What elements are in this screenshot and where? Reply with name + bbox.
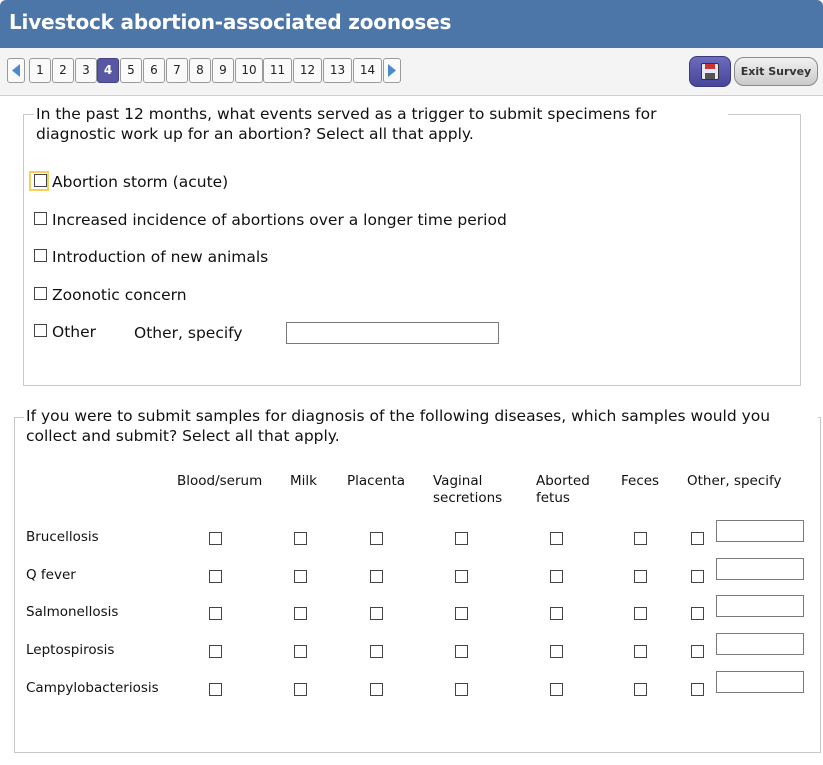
option-label-5: Other (52, 323, 97, 341)
other-specify-input-row-2[interactable] (716, 558, 804, 580)
other-specify-label: Other, specify (134, 324, 243, 342)
matrix-checkbox-r4-c2[interactable] (294, 645, 307, 658)
matrix-checkbox-r1-c1[interactable] (209, 532, 222, 545)
matrix-checkbox-r1-c4[interactable] (455, 532, 468, 545)
matrix-checkbox-r2-c1[interactable] (209, 570, 222, 583)
matrix-checkbox-r4-c5[interactable] (550, 645, 563, 658)
page-button-13[interactable]: 13 (323, 58, 352, 83)
matrix-checkbox-r5-c4[interactable] (455, 683, 468, 696)
matrix-checkbox-r1-c2[interactable] (294, 532, 307, 545)
other-specify-input[interactable] (286, 322, 499, 344)
floppy-disk-icon (701, 63, 719, 80)
matrix-checkbox-r1-c6[interactable] (634, 532, 647, 545)
survey-title-bar (0, 0, 823, 48)
page-button-10[interactable]: 10 (235, 58, 263, 83)
previous-page-button[interactable] (7, 58, 25, 83)
option-label-3: Introduction of new animals (52, 248, 269, 266)
other-specify-input-row-1[interactable] (716, 520, 804, 542)
column-header-6: Feces (621, 473, 660, 489)
matrix-checkbox-r4-c7[interactable] (691, 645, 704, 658)
matrix-checkbox-r2-c7[interactable] (691, 570, 704, 583)
matrix-checkbox-r4-c1[interactable] (209, 645, 222, 658)
page-button-2[interactable]: 2 (52, 58, 74, 83)
checkbox-2[interactable] (34, 212, 47, 225)
matrix-checkbox-r3-c1[interactable] (209, 607, 222, 620)
column-header-2: Milk (290, 473, 317, 489)
matrix-checkbox-r2-c4[interactable] (455, 570, 468, 583)
row-label-3: Salmonellosis (26, 604, 119, 620)
matrix-checkbox-r4-c3[interactable] (370, 645, 383, 658)
page-button-12[interactable]: 12 (293, 58, 322, 83)
matrix-checkbox-r5-c6[interactable] (634, 683, 647, 696)
next-page-button[interactable] (383, 58, 401, 83)
chevron-left-icon (11, 64, 21, 77)
matrix-checkbox-r5-c7[interactable] (691, 683, 704, 696)
matrix-checkbox-r3-c6[interactable] (634, 607, 647, 620)
page-button-7[interactable]: 7 (166, 58, 188, 83)
page-button-14[interactable]: 14 (353, 58, 382, 83)
matrix-checkbox-r3-c4[interactable] (455, 607, 468, 620)
matrix-checkbox-r1-c7[interactable] (691, 532, 704, 545)
exit-survey-button[interactable]: Exit Survey (734, 57, 818, 86)
question-2-box (14, 417, 821, 753)
survey-title: Livestock abortion-associated zoonoses (9, 10, 452, 34)
row-label-4: Leptospirosis (26, 642, 115, 658)
matrix-checkbox-r3-c3[interactable] (370, 607, 383, 620)
chevron-right-icon (387, 64, 397, 77)
page-button-1[interactable]: 1 (29, 58, 51, 83)
page-button-4[interactable]: 4 (97, 58, 119, 83)
matrix-checkbox-r5-c1[interactable] (209, 683, 222, 696)
matrix-checkbox-r5-c5[interactable] (550, 683, 563, 696)
matrix-checkbox-r1-c5[interactable] (550, 532, 563, 545)
page-button-8[interactable]: 8 (189, 58, 211, 83)
option-label-4: Zoonotic concern (52, 286, 187, 304)
matrix-checkbox-r2-c2[interactable] (294, 570, 307, 583)
matrix-checkbox-r1-c3[interactable] (370, 532, 383, 545)
row-label-5: Campylobacteriosis (26, 680, 159, 696)
matrix-checkbox-r2-c6[interactable] (634, 570, 647, 583)
matrix-checkbox-r5-c3[interactable] (370, 683, 383, 696)
column-header-1: Blood/serum (177, 473, 263, 489)
checkbox-3[interactable] (34, 249, 47, 262)
page-button-3[interactable]: 3 (75, 58, 97, 83)
column-header-3: Placenta (347, 473, 406, 489)
other-specify-input-row-3[interactable] (716, 595, 804, 617)
save-button[interactable] (689, 56, 731, 87)
question-2-text: If you were to submit samples for diagnosis of the following diseases, which samples would you collect and submit? Select all that apply. (24, 406, 818, 446)
matrix-checkbox-r4-c6[interactable] (634, 645, 647, 658)
option-label-1: Abortion storm (acute) (52, 173, 229, 191)
matrix-checkbox-r2-c5[interactable] (550, 570, 563, 583)
checkbox-4[interactable] (34, 287, 47, 300)
checkbox-5[interactable] (34, 324, 47, 337)
column-header-7: Other, specify (687, 473, 782, 489)
matrix-checkbox-r4-c4[interactable] (455, 645, 468, 658)
page-button-6[interactable]: 6 (143, 58, 165, 83)
matrix-checkbox-r3-c7[interactable] (691, 607, 704, 620)
row-label-1: Brucellosis (26, 529, 99, 545)
column-header-5: Aborted fetus (536, 473, 590, 506)
matrix-checkbox-r2-c3[interactable] (370, 570, 383, 583)
matrix-checkbox-r5-c2[interactable] (294, 683, 307, 696)
row-label-2: Q fever (26, 567, 76, 583)
question-1-text: In the past 12 months, what events served as a trigger to submit specimens for diagnostic work up for an abortion? Select all that apply. (34, 104, 728, 144)
page-button-11[interactable]: 11 (263, 58, 292, 83)
option-label-2: Increased incidence of abortions over a longer time period (52, 211, 507, 229)
other-specify-input-row-4[interactable] (716, 633, 804, 655)
page-button-9[interactable]: 9 (212, 58, 234, 83)
checkbox-1[interactable] (34, 174, 47, 187)
matrix-checkbox-r3-c5[interactable] (550, 607, 563, 620)
matrix-checkbox-r3-c2[interactable] (294, 607, 307, 620)
page-navigation-bar (0, 48, 823, 96)
column-header-4: Vaginal secretions (433, 473, 503, 506)
other-specify-input-row-5[interactable] (716, 671, 804, 693)
page-button-5[interactable]: 5 (120, 58, 142, 83)
